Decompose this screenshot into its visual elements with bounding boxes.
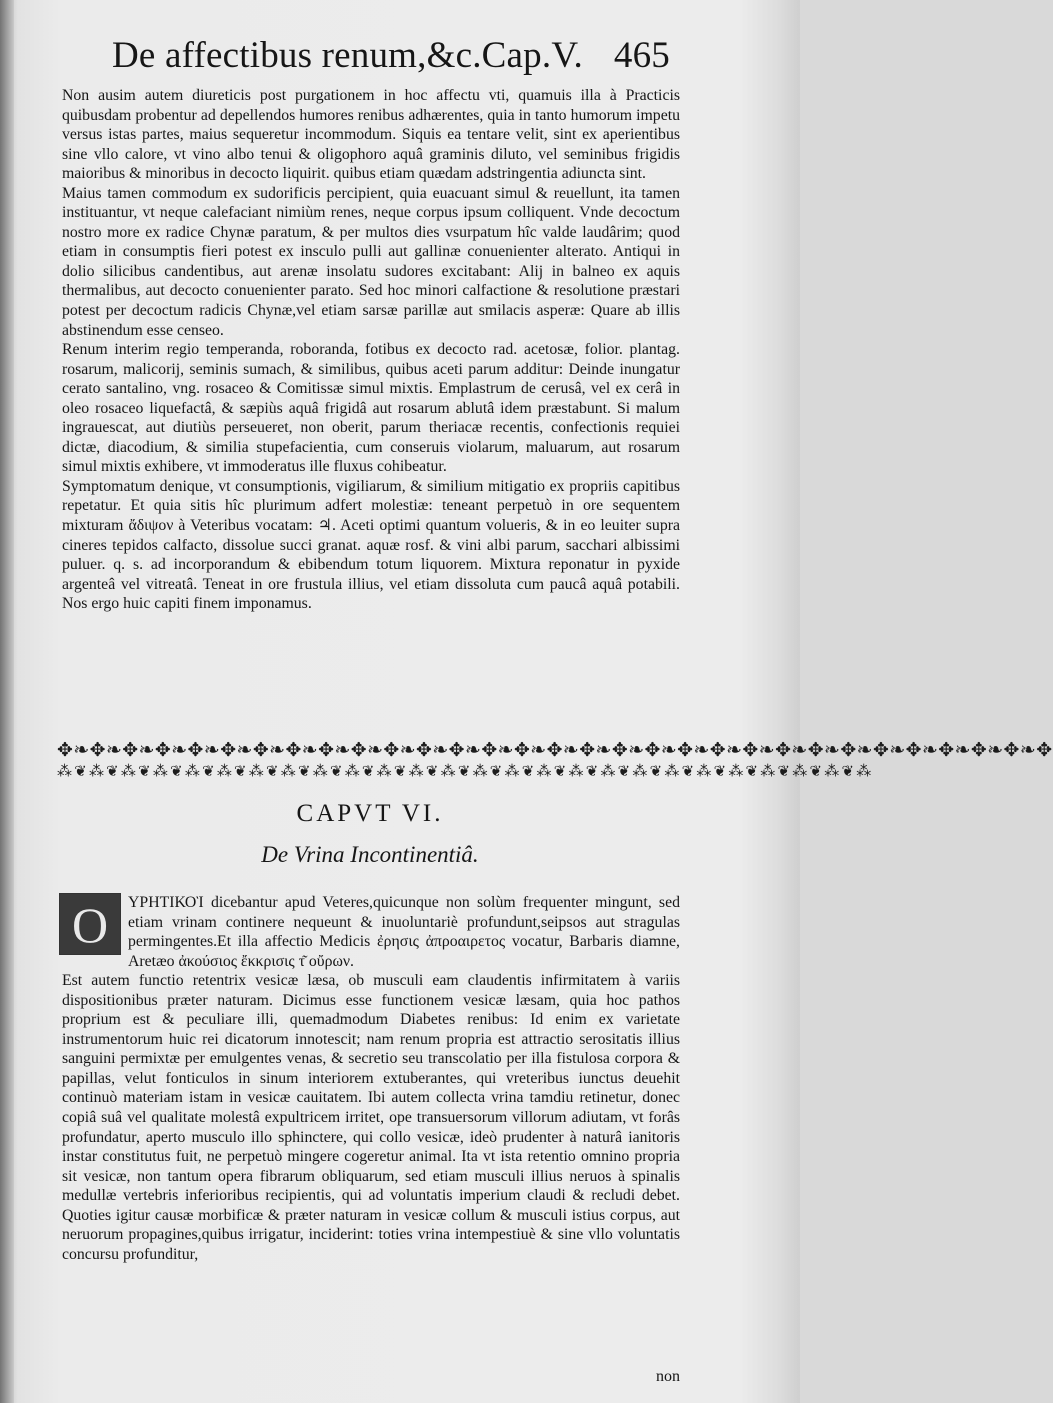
- chapter-5-text: [62, 86, 680, 614]
- chapter-subtitle: De Vrina Incontinentiâ.: [261, 842, 479, 867]
- paragraph: Renum interim regio temperanda, roboranda, fotibus ex decocto rad. acetosæ, folior. plantag. rosarum, malicorij, seminis sumach, & similibus, quibus aceti parum additur: Deinde inungatur cerato santalino, vng. rosaceo & Comitissæ simul mixtis. Emplastrum de cerusâ, vel ex cerâ in oleo rosaceo liquefactâ, & sæpiùs aquâ frigidâ aut rosarum ablutâ idem præstabunt. Si malum ingrauescat, aut diutiùs perseueret, non oberit, parum theriacæ recentis, confectionis requiei dictæ, diacodium, & similia stupefacientia, cum conseruis violarum, maluarum, aut rosarum simul mixtis exhibere, vt immoderatus ille fluxus cohibeatur.: [62, 341, 680, 476]
- paragraph: ΥΡΗΤΙΚΟῚ dicebantur apud Veteres,quicunque non solùm frequenter mingunt, sed etiam vrinam continere nequeunt & inuoluntariè profundunt,seipsos aut stragulas permingentes.Et illa affectio Medicis ἐρησις ἀπροαιρετος vocatur, Barbaris diamne, Aretæo ἀκούσιος ἔκκρισις τ͂ οὔρων.: [128, 894, 680, 970]
- catchword: non: [656, 1368, 680, 1385]
- page-gutter-shadow: [0, 0, 14, 1403]
- chapter-6-text: [62, 893, 680, 1264]
- paragraph: Symptomatum denique, vt consumptionis, vigiliarum, & similium mitigatio ex propriis capitibus repetatur. Et quia sitis hîc plurimum adfert molestiæ: teneant perpetuò in ore sequentem mixturam ἄδιψον à Veteribus vocatam: ♃. Aceti optimi quantum volueris, & in eo leuiter supra cineres tepidos calfacto, dissolue succi granat. aquæ rosf. & vini albi parum, sacchari albissimi puluer. q. s. ad incorporandum & ebibendum totum liquorem. Mixtura reponatur in pyxide argenteâ vel vitreatâ. Teneat in ore frustula illius, vel etiam dissoluta cum paucâ aquâ potabili. Nos ergo huic capiti finem imponamus.: [62, 477, 680, 613]
- paragraph: Maius tamen commodum ex sudorificis percipient, quia euacuant simul & reuellunt, ita tamen instituantur, vt neque calefaciant nimiùm renes, neque corpus ipsum colliquent. Vnde decoctum nostro more ex radice Chynæ paratum, & per multos dies vsurpatum hîc valde laudârim; quod etiam in consumptis fieri potest ex insculo pulli aut gallinæ conuenienter alterato. Antiqui in dolio silicibus candentibus, aut arenæ insolatu sudores excitabant: Alij in balneo ex aquis thermalibus, aut decocto conuenienter parato. Sed hoc minori calfactione & resolutione præstari potest per decoctum radicis Chynæ,vel etiam sarsæ parillæ aut smilacis asperæ: Quare ab illis abstinendum esse censeo.: [62, 184, 680, 339]
- paragraph: Est autem functio retentrix vesicæ læsa, ob musculi eam claudentis infirmitatem à variis dispositionibus præter naturam. Dicimus esse functionem vesicæ læsam, quia hoc pathos proprium est & peculiare illi, quemadmodum Diabetes renibus: Id enim ex varietate instrumentorum huic rei dicatorum innotescit; nam renum propria est attractio serositatis illius sanguini permixtæ per emulgentes venas, & secretio seu transcolatio per illa fistulosa corpora & papillas, velut fonticulos in sinum interiorem extuberantes, qui vreteribus iunctus deuehit continuò materiam istam in vesicæ cauitatem. Ibi autem collecta vrina tamdiu retinetur, donec copiâ suâ vel qualitate molestâ expultricem irritet, ope transuersorum villorum adiutam, vt forâs profundatur, aperto musculo illo sphinctere, qui collo vesicæ, ideò prudenter à naturâ ianitoris instar constitutus fuit, ne perpetuò mingere cogeretur animal. Ita vt ista retentio omnino propria sit vesicæ, non tantum opera fibrarum obliquarum, sed etiam musculi illius neruos à spinalis medullæ vertebris inferioribus recipientis, qui ad voluntatis imperium claudi & recludi debet. Quoties igitur causæ morbificæ & præter naturam in vesicæ collum & musculi istius corpus, aut neruorum propagines,quibus irrigatur, inciderint: toties vrina intempestiuè & sine vllo voluntatis concursu profunditur,: [62, 972, 680, 1263]
- running-header: [112, 34, 672, 84]
- page-number: 465: [613, 35, 670, 76]
- ornament-row: ⁂❦⁂❦⁂❦⁂❦⁂❦⁂❦⁂❦⁂❦⁂❦⁂❦⁂❦⁂❦⁂❦⁂❦⁂❦⁂❦⁂❦⁂❦⁂❦⁂❦⁂❦⁂❦⁂❦⁂❦⁂❦⁂: [57, 762, 874, 780]
- chapter-title: CAPVT VI.: [296, 800, 444, 827]
- decorated-initial: [59, 893, 121, 955]
- ornament-row: ✥❧✥❧✥❧✥❧✥❧✥❧✥❧✥❧✥❧✥❧✥❧✥❧✥❧✥❧✥❧✥❧✥❧✥❧✥❧✥❧✥❧✥❧✥❧✥❧✥❧✥❧✥❧✥❧✥❧✥❧✥: [57, 739, 1053, 761]
- paragraph: Non ausim autem diureticis post purgationem in hoc affectu vti, quamuis illa à Practicis quibusdam probentur ad depellendos humores renibus adhærentes, quia in tanto humorum impetu versus istas partes, maius sequeretur incommodum. Siquis ea tentare velit, sint ex aperientibus sine vllo calore, vt vino albo tenui & oligophoro aquâ graminis diluto, vel seminibus frigidis maioribus & minoribus in decocto liquirit. quibus etiam quædam adstringentia adiuncta sint.: [62, 87, 680, 183]
- initial-letter: O: [71, 897, 109, 953]
- typographic-ornament-band: [57, 739, 1053, 784]
- running-title: De affectibus renum,&c.Cap.V.: [112, 35, 583, 76]
